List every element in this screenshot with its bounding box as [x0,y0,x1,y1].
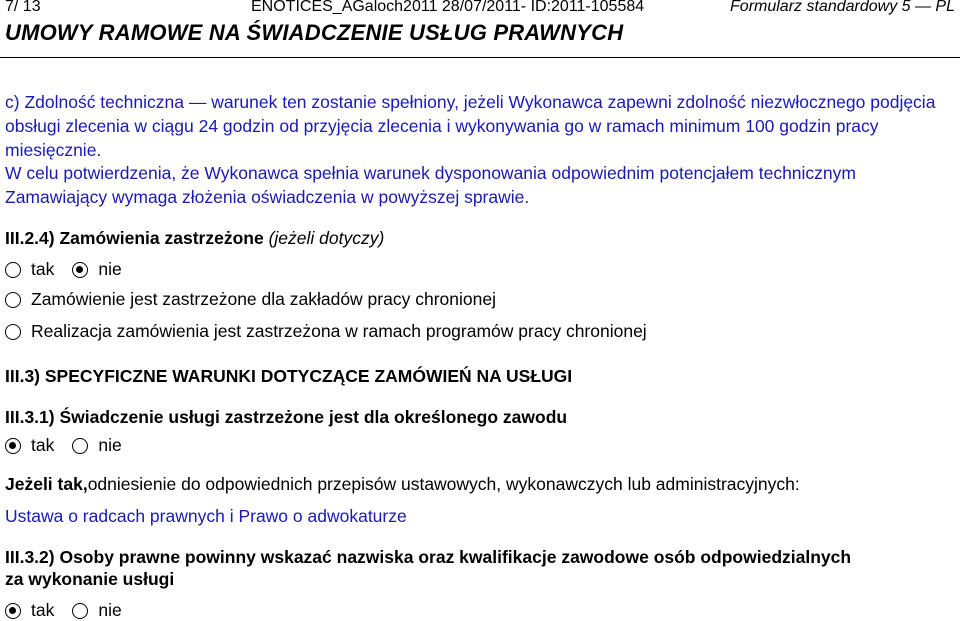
technical-capability-paragraph: c) Zdolność techniczna — warunek ten zostanie spełniony, jeżeli Wykonawca zapewni zdolność niezwłocznego podjęcia obsługi zlecenia w ciągu 24 godzin od przyjęcia zlecenia i wykonywania go w ramach minimum 100 godzin pracy miesięcznie. [5,92,936,160]
form-label: Formularz standardowy 5 — PL [730,0,955,15]
radio-sheltered-programmes[interactable] [5,324,21,340]
page-number: 7/ 13 [5,0,41,15]
section-iii-3-2-heading-line1: III.3.2) Osoby prawne powinny wskazać nazwiska oraz kwalifikacje zawodowe osób odpowiedzialnych [5,547,852,567]
reference-value: Ustawa o radcach prawnych i Prawo o adwokaturze [5,506,407,526]
radio-nie[interactable] [72,438,88,454]
sheltered-programmes-option[interactable]: Realizacja zamówienia jest zastrzeżona w ramach programów pracy chronionej [5,321,647,342]
page-header [5,0,955,18]
title-divider [0,57,960,58]
radio-tak[interactable] [5,603,21,619]
profession-reserved-options [5,435,140,456]
section-iii-3-2-heading-line2: za wykonanie usługi [5,569,175,589]
option-nie[interactable]: nie [72,259,121,280]
page-title: UMOWY RAMOWE NA ŚWIADCZENIE USŁUG PRAWNYCH [5,20,624,45]
reserved-contract-options [5,259,140,280]
radio-sheltered-workshops[interactable] [5,292,21,308]
section-iii-3-heading: III.3) SPECYFICZNE WARUNKI DOTYCZĄCE ZAMÓWIEŃ NA USŁUGI [5,366,573,386]
staff-names-options [5,600,140,621]
confirmation-paragraph: W celu potwierdzenia, że Wykonawca spełnia warunek dysponowania odpowiednim potencjałem technicznym Zamawiający wymaga złożenia oświadczenia w powyższej sprawie. [5,163,856,207]
option-nie[interactable]: nie [72,600,121,621]
option-tak[interactable]: tak [5,600,54,621]
radio-tak[interactable] [5,438,21,454]
radio-tak[interactable] [5,262,21,278]
sheltered-workshops-option[interactable]: Zamówienie jest zastrzeżone dla zakładów pracy chronionej [5,289,496,310]
document-id: ENOTICES_AGaloch2011 28/07/2011- ID:2011-105584 [251,0,645,15]
section-iii-2-4-heading: III.2.4) Zamówienia zastrzeżone (jeżeli dotyczy) [5,228,385,248]
option-tak[interactable]: tak [5,435,54,456]
radio-nie[interactable] [72,603,88,619]
reference-line: Jeżeli tak,odniesienie do odpowiednich przepisów ustawowych, wykonawczych lub administracyjnych: [5,474,800,494]
section-iii-3-1-heading: III.3.1) Świadczenie usługi zastrzeżone jest dla określonego zawodu [5,407,568,427]
radio-nie[interactable] [72,262,88,278]
option-tak[interactable]: tak [5,259,54,280]
option-nie[interactable]: nie [72,435,121,456]
